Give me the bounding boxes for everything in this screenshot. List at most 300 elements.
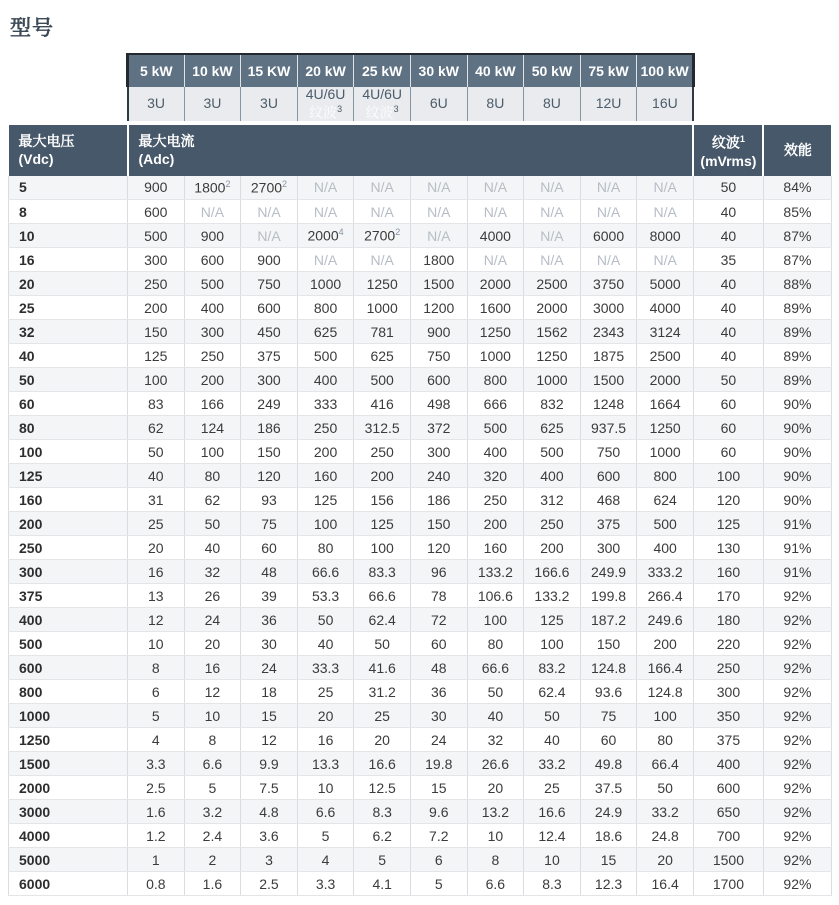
current-cell: 312.5	[354, 416, 411, 440]
efficiency-cell: 91%	[763, 560, 831, 584]
current-cell: 2.4	[184, 824, 241, 848]
current-cell: 25	[128, 512, 185, 536]
efficiency-cell: 84%	[763, 176, 831, 200]
u-header-cell	[637, 87, 694, 121]
current-cell: 250	[467, 488, 524, 512]
efficiency-cell: 91%	[763, 512, 831, 536]
current-cell: 60	[580, 728, 637, 752]
current-cell: 1000	[637, 440, 694, 464]
table-row	[9, 200, 832, 224]
current-cell: 15	[410, 776, 467, 800]
voltage-cell: 300	[9, 560, 128, 584]
current-cell: 1800$^2$	[184, 176, 241, 200]
ripple-header-line2: (mVrms)	[700, 152, 757, 169]
efficiency-blank	[763, 54, 831, 87]
current-cell: 20	[128, 536, 185, 560]
current-cell: 8	[184, 728, 241, 752]
current-cell: 19.8	[410, 752, 467, 776]
efficiency-cell: 87%	[763, 248, 831, 272]
table-row	[9, 464, 832, 488]
current-cell: 468	[580, 488, 637, 512]
current-cell: 53.3	[297, 584, 354, 608]
current-cell: 80	[467, 632, 524, 656]
current-cell: N/A	[637, 200, 694, 224]
current-cell: 96	[410, 560, 467, 584]
u-size-label: 16U	[652, 95, 678, 112]
current-cell: 3.3	[128, 752, 185, 776]
u-size-label: 6U	[429, 95, 448, 112]
current-cell: 150	[410, 512, 467, 536]
table-row	[9, 512, 832, 536]
current-cell: 125	[297, 488, 354, 512]
current-cell: 166.4	[637, 656, 694, 680]
current-cell: 6.6	[297, 800, 354, 824]
current-cell: N/A	[524, 224, 581, 248]
current-cell: 300	[128, 248, 185, 272]
current-cell: 83	[128, 392, 185, 416]
current-cell: 60	[241, 536, 298, 560]
current-cell: 30	[410, 704, 467, 728]
current-cell: 93	[241, 488, 298, 512]
current-cell: 3	[241, 848, 298, 872]
ripple-blank	[693, 87, 763, 121]
current-cell: 400	[637, 536, 694, 560]
current-cell: 250	[354, 440, 411, 464]
efficiency-cell: 85%	[763, 200, 831, 224]
current-cell: 48	[410, 656, 467, 680]
voltage-column-header	[9, 125, 128, 176]
current-cell: 24.8	[637, 824, 694, 848]
current-cell: N/A	[241, 200, 298, 224]
efficiency-cell: 89%	[763, 320, 831, 344]
current-cell: 150	[128, 320, 185, 344]
current-cell: 1000	[524, 368, 581, 392]
efficiency-cell: 92%	[763, 656, 831, 680]
current-cell: 40	[297, 632, 354, 656]
ripple-cell: 40	[693, 272, 763, 296]
current-cell: 625	[354, 344, 411, 368]
efficiency-cell: 92%	[763, 848, 831, 872]
current-cell: 187.2	[580, 608, 637, 632]
ripple-cell: 125	[693, 512, 763, 536]
current-cell: 1600	[467, 296, 524, 320]
corner-blank	[9, 54, 128, 87]
current-cell: 2000	[467, 272, 524, 296]
current-cell: 16	[128, 560, 185, 584]
current-cell: 200	[637, 632, 694, 656]
current-cell: 400	[467, 440, 524, 464]
current-cell: N/A	[524, 200, 581, 224]
table-row	[9, 368, 832, 392]
table-row	[9, 800, 832, 824]
current-cell: 5	[354, 848, 411, 872]
current-cell: 600	[128, 200, 185, 224]
current-cell: 1000	[467, 344, 524, 368]
ripple-cell: 160	[693, 560, 763, 584]
current-cell: 750	[580, 440, 637, 464]
current-cell: 10	[128, 632, 185, 656]
current-cell: 2343	[580, 320, 637, 344]
efficiency-cell: 88%	[763, 272, 831, 296]
kw-header-cell: 20 kW	[297, 54, 354, 87]
current-cell: 62.4	[354, 608, 411, 632]
efficiency-cell: 90%	[763, 464, 831, 488]
ripple-cell: 60	[693, 416, 763, 440]
current-cell: 125	[524, 608, 581, 632]
table-row	[9, 296, 832, 320]
voltage-cell: 4000	[9, 824, 128, 848]
current-cell: 106.6	[467, 584, 524, 608]
current-cell: 5000	[637, 272, 694, 296]
ripple-cell: 600	[693, 776, 763, 800]
efficiency-cell: 92%	[763, 632, 831, 656]
current-cell: N/A	[580, 200, 637, 224]
current-cell: 24	[241, 656, 298, 680]
current-cell: 249.6	[637, 608, 694, 632]
current-cell: 16	[297, 728, 354, 752]
current-cell: 32	[467, 728, 524, 752]
current-cell: 50	[354, 632, 411, 656]
current-cell: 2.5	[241, 872, 298, 896]
ripple-cell: 120	[693, 488, 763, 512]
ripple-cell: 375	[693, 728, 763, 752]
current-cell: N/A	[524, 248, 581, 272]
u-size-label: 3U	[147, 95, 165, 112]
current-header-line1: 最大电流	[138, 133, 195, 150]
current-cell: 16	[184, 656, 241, 680]
table-row	[9, 344, 832, 368]
current-column-header	[128, 125, 694, 176]
ripple-cell: 250	[693, 656, 763, 680]
current-cell: 750	[241, 272, 298, 296]
voltage-cell: 20	[9, 272, 128, 296]
current-cell: 400	[524, 464, 581, 488]
voltage-cell: 10	[9, 224, 128, 248]
current-cell: 4000	[637, 296, 694, 320]
current-cell: 100	[467, 608, 524, 632]
current-cell: 12	[241, 728, 298, 752]
current-cell: 150	[580, 632, 637, 656]
current-cell: 2.5	[128, 776, 185, 800]
voltage-cell: 3000	[9, 800, 128, 824]
current-cell: 66.4	[637, 752, 694, 776]
current-cell: 93.6	[580, 680, 637, 704]
current-cell: 4.8	[241, 800, 298, 824]
current-cell: 30	[241, 632, 298, 656]
voltage-cell: 160	[9, 488, 128, 512]
current-cell: 1500	[410, 272, 467, 296]
current-cell: 20	[184, 632, 241, 656]
voltage-cell: 100	[9, 440, 128, 464]
current-cell: 200	[524, 536, 581, 560]
u-size-label: 12U	[595, 95, 622, 112]
current-cell: 500	[354, 368, 411, 392]
current-cell: 9.6	[410, 800, 467, 824]
current-cell: 4	[297, 848, 354, 872]
table-row	[9, 656, 832, 680]
current-cell: 186	[410, 488, 467, 512]
current-cell: 1000	[354, 296, 411, 320]
current-cell: 12.4	[524, 824, 581, 848]
current-cell: 2500	[524, 272, 581, 296]
table-row	[9, 416, 832, 440]
current-cell: N/A	[184, 200, 241, 224]
ripple-cell: 50	[693, 176, 763, 200]
voltage-cell: 6000	[9, 872, 128, 896]
current-cell: 5	[184, 776, 241, 800]
current-cell: 1875	[580, 344, 637, 368]
voltage-header-line1: 最大电压	[18, 133, 75, 150]
voltage-cell: 800	[9, 680, 128, 704]
kw-header-cell: 25 kW	[354, 54, 411, 87]
voltage-cell: 250	[9, 536, 128, 560]
table-row	[9, 224, 832, 248]
current-cell: 25	[354, 704, 411, 728]
current-cell: 500	[467, 416, 524, 440]
voltage-cell: 80	[9, 416, 128, 440]
current-cell: N/A	[354, 200, 411, 224]
current-cell: 5	[297, 824, 354, 848]
current-cell: 200	[467, 512, 524, 536]
current-cell: N/A	[410, 176, 467, 200]
current-cell: 1	[128, 848, 185, 872]
table-row	[9, 320, 832, 344]
voltage-cell: 8	[9, 200, 128, 224]
table-row	[9, 440, 832, 464]
current-cell: 120	[410, 536, 467, 560]
voltage-cell: 1250	[9, 728, 128, 752]
current-cell: 1.6	[184, 872, 241, 896]
current-cell: 20	[637, 848, 694, 872]
efficiency-cell: 92%	[763, 824, 831, 848]
current-cell: 4	[128, 728, 185, 752]
current-cell: 12.3	[580, 872, 637, 896]
current-cell: 1.6	[128, 800, 185, 824]
current-cell: 250	[524, 512, 581, 536]
voltage-cell: 16	[9, 248, 128, 272]
current-cell: 1250	[467, 320, 524, 344]
voltage-cell: 500	[9, 632, 128, 656]
current-cell: 186	[241, 416, 298, 440]
ripple-cell: 170	[693, 584, 763, 608]
efficiency-cell: 92%	[763, 776, 831, 800]
current-cell: 2	[184, 848, 241, 872]
current-cell: 80	[184, 464, 241, 488]
current-cell: 16.4	[637, 872, 694, 896]
efficiency-cell: 92%	[763, 608, 831, 632]
current-cell: N/A	[354, 248, 411, 272]
current-cell: 1562	[524, 320, 581, 344]
table-row	[9, 848, 832, 872]
current-cell: 40	[467, 704, 524, 728]
u-header-cell	[524, 87, 581, 121]
current-cell: 83.3	[354, 560, 411, 584]
current-cell: 250	[184, 344, 241, 368]
current-cell: 7.2	[410, 824, 467, 848]
u-size-label: 8U	[486, 95, 505, 112]
current-cell: 1250	[524, 344, 581, 368]
current-cell: 48	[241, 560, 298, 584]
efficiency-cell: 92%	[763, 752, 831, 776]
current-cell: 133.2	[524, 584, 581, 608]
u-header-cell	[128, 87, 185, 121]
u-header-cell	[241, 87, 298, 121]
current-cell: 150	[241, 440, 298, 464]
current-cell: 4000	[467, 224, 524, 248]
current-cell: 120	[241, 464, 298, 488]
ripple-cell: 100	[693, 464, 763, 488]
current-cell: 625	[297, 320, 354, 344]
table-header	[9, 54, 832, 176]
u-size-label: 4U/6U	[305, 86, 346, 102]
current-cell: 600	[580, 464, 637, 488]
ripple-cell: 60	[693, 392, 763, 416]
ripple-cell: 350	[693, 704, 763, 728]
current-cell: 3.6	[241, 824, 298, 848]
voltage-cell: 25	[9, 296, 128, 320]
current-cell: 12.5	[354, 776, 411, 800]
u-size-label: 3U	[203, 95, 222, 112]
ripple-cell: 40	[693, 320, 763, 344]
current-cell: 3000	[580, 296, 637, 320]
current-cell: 156	[354, 488, 411, 512]
current-cell: 6.6	[467, 872, 524, 896]
ripple-cell: 60	[693, 440, 763, 464]
current-cell: 100	[184, 440, 241, 464]
efficiency-cell: 92%	[763, 680, 831, 704]
current-cell: 372	[410, 416, 467, 440]
current-cell: 13.3	[297, 752, 354, 776]
current-cell: 13	[128, 584, 185, 608]
current-cell: 900	[128, 176, 185, 200]
current-cell: 6.2	[354, 824, 411, 848]
current-cell: 100	[637, 704, 694, 728]
current-cell: 200	[184, 368, 241, 392]
u-header-cell	[410, 87, 467, 121]
current-cell: 66.6	[297, 560, 354, 584]
current-cell: 800	[297, 296, 354, 320]
ripple-cell: 40	[693, 344, 763, 368]
kw-header-cell: 100 kW	[637, 54, 694, 87]
voltage-cell: 125	[9, 464, 128, 488]
current-cell: 60	[410, 632, 467, 656]
current-cell: N/A	[241, 224, 298, 248]
table-row	[9, 536, 832, 560]
current-cell: 75	[241, 512, 298, 536]
ripple-cell: 35	[693, 248, 763, 272]
current-cell: 250	[128, 272, 185, 296]
current-cell: 125	[128, 344, 185, 368]
ripple-cell: 220	[693, 632, 763, 656]
current-cell: 1664	[637, 392, 694, 416]
current-cell: 1248	[580, 392, 637, 416]
voltage-cell: 200	[9, 512, 128, 536]
current-cell: 624	[637, 488, 694, 512]
current-cell: 800	[637, 464, 694, 488]
current-cell: 400	[297, 368, 354, 392]
current-cell: 33.2	[637, 800, 694, 824]
current-cell: 8	[128, 656, 185, 680]
current-cell: 1250	[354, 272, 411, 296]
current-cell: 2000$^4$	[297, 224, 354, 248]
current-cell: 75	[580, 704, 637, 728]
current-cell: N/A	[637, 248, 694, 272]
kw-header-cell: 75 kW	[580, 54, 637, 87]
current-header-line2: (Adc)	[138, 151, 175, 168]
current-cell: 4.1	[354, 872, 411, 896]
main-header-row	[9, 125, 832, 176]
efficiency-cell: 87%	[763, 224, 831, 248]
current-cell: N/A	[580, 248, 637, 272]
current-cell: 240	[410, 464, 467, 488]
current-cell: 40	[184, 536, 241, 560]
efficiency-cell: 89%	[763, 296, 831, 320]
current-cell: 66.6	[354, 584, 411, 608]
current-cell: 249.9	[580, 560, 637, 584]
table-row	[9, 392, 832, 416]
current-cell: 32	[184, 560, 241, 584]
current-cell: 62.4	[524, 680, 581, 704]
current-cell: 6000	[580, 224, 637, 248]
efficiency-cell: 90%	[763, 488, 831, 512]
ripple-cell: 1700	[693, 872, 763, 896]
current-cell: N/A	[467, 200, 524, 224]
ripple-cell: 400	[693, 752, 763, 776]
current-cell: 625	[524, 416, 581, 440]
page-title: 型号	[10, 17, 54, 40]
power-spec-table	[8, 53, 832, 896]
ripple-cell: 40	[693, 200, 763, 224]
u-header-cell	[580, 87, 637, 121]
current-cell: 300	[241, 368, 298, 392]
current-cell: 62	[128, 416, 185, 440]
current-cell: N/A	[297, 248, 354, 272]
current-cell: 36	[241, 608, 298, 632]
current-cell: 12	[128, 608, 185, 632]
current-cell: 8.3	[354, 800, 411, 824]
kw-header-cell: 40 kW	[467, 54, 524, 87]
current-cell: 36	[410, 680, 467, 704]
current-cell: 133.2	[467, 560, 524, 584]
current-cell: 2700$^2$	[241, 176, 298, 200]
voltage-cell: 60	[9, 392, 128, 416]
current-cell: 320	[467, 464, 524, 488]
current-cell: 500	[637, 512, 694, 536]
efficiency-cell: 91%	[763, 536, 831, 560]
current-cell: 10	[524, 848, 581, 872]
voltage-cell: 1000	[9, 704, 128, 728]
current-cell: 249	[241, 392, 298, 416]
current-cell: 26.6	[467, 752, 524, 776]
current-cell: 12	[184, 680, 241, 704]
current-cell: 800	[467, 368, 524, 392]
voltage-cell: 375	[9, 584, 128, 608]
u-header-cell	[467, 87, 524, 121]
current-cell: 200	[297, 440, 354, 464]
u-header-cell	[354, 87, 411, 121]
u-size-label: 8U	[543, 95, 561, 112]
current-cell: 40	[524, 728, 581, 752]
current-cell: 2500	[637, 344, 694, 368]
current-cell: 400	[184, 296, 241, 320]
current-cell: N/A	[297, 200, 354, 224]
current-cell: 266.4	[637, 584, 694, 608]
current-cell: 375	[241, 344, 298, 368]
current-cell: 8000	[637, 224, 694, 248]
current-cell: 83.2	[524, 656, 581, 680]
current-cell: 2000	[637, 368, 694, 392]
current-cell: 18	[241, 680, 298, 704]
